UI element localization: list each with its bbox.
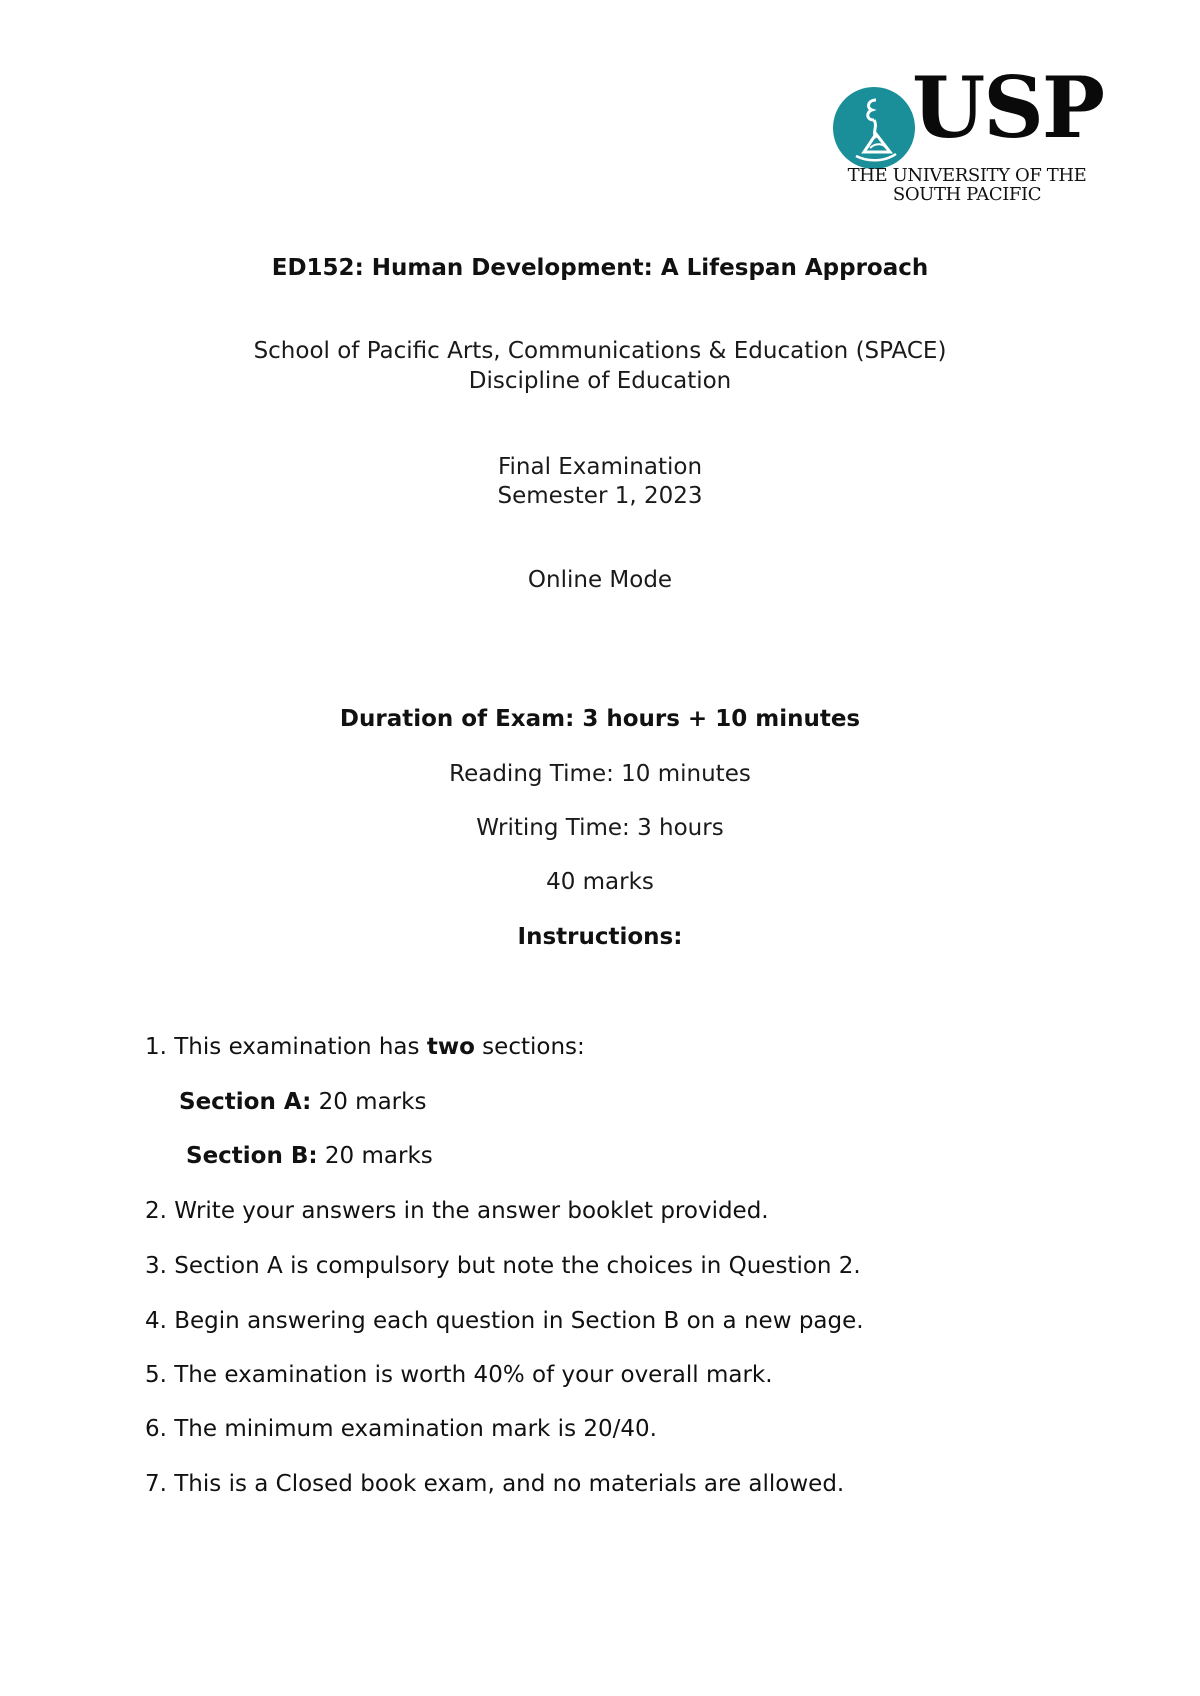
instruction-item-6: 6. The minimum examination mark is 20/40. [145,1416,657,1442]
logo-line-1: THE UNIVERSITY OF THE [847,165,1087,186]
discipline-name: Discipline of Education [468,368,732,394]
instruction-item-3: 3. Section A is compulsory but note the choices in Question 2. [145,1253,861,1279]
section-a-label: Section A: [179,1089,312,1115]
writing-time: Writing Time: 3 hours [476,815,724,841]
section-b-label: Section B: [186,1143,318,1169]
instruction-item-5: 5. The examination is worth 40% of your overall mark. [145,1362,773,1388]
semester: Semester 1, 2023 [497,483,703,509]
total-marks: 40 marks [546,869,654,895]
instruction-1-suffix: sections: [474,1034,585,1060]
exam-mode: Online Mode [527,567,673,593]
logo-line-2: SOUTH PACIFIC [892,184,1042,205]
instruction-item-2: 2. Write your answers in the answer booklet provided. [145,1198,769,1224]
section-b-value: 20 marks [317,1143,433,1169]
reading-time: Reading Time: 10 minutes [449,761,751,787]
section-b-marks [186,1141,433,1171]
section-a-value: 20 marks [311,1089,427,1115]
instruction-item-1 [145,1032,585,1062]
instruction-1-emphasis: two [426,1034,475,1060]
exam-type: Final Examination [497,454,703,480]
school-name: School of Pacific Arts, Communications & Education (SPACE) [253,338,947,364]
logo-subtitle [832,166,1102,204]
university-logo [832,58,1104,206]
instruction-item-7: 7. This is a Closed book exam, and no materials are allowed. [145,1471,845,1497]
instruction-item-4: 4. Begin answering each question in Section B on a new page. [145,1308,864,1334]
section-a-marks [179,1087,426,1117]
instruction-1-prefix: 1. This examination has [145,1034,427,1060]
logo-letters: USP [912,58,1104,157]
usp-emblem-icon [832,86,916,170]
exam-duration: Duration of Exam: 3 hours + 10 minutes [339,706,861,732]
instructions-heading: Instructions: [517,924,683,950]
course-title: ED152: Human Development: A Lifespan Approach [271,255,929,281]
